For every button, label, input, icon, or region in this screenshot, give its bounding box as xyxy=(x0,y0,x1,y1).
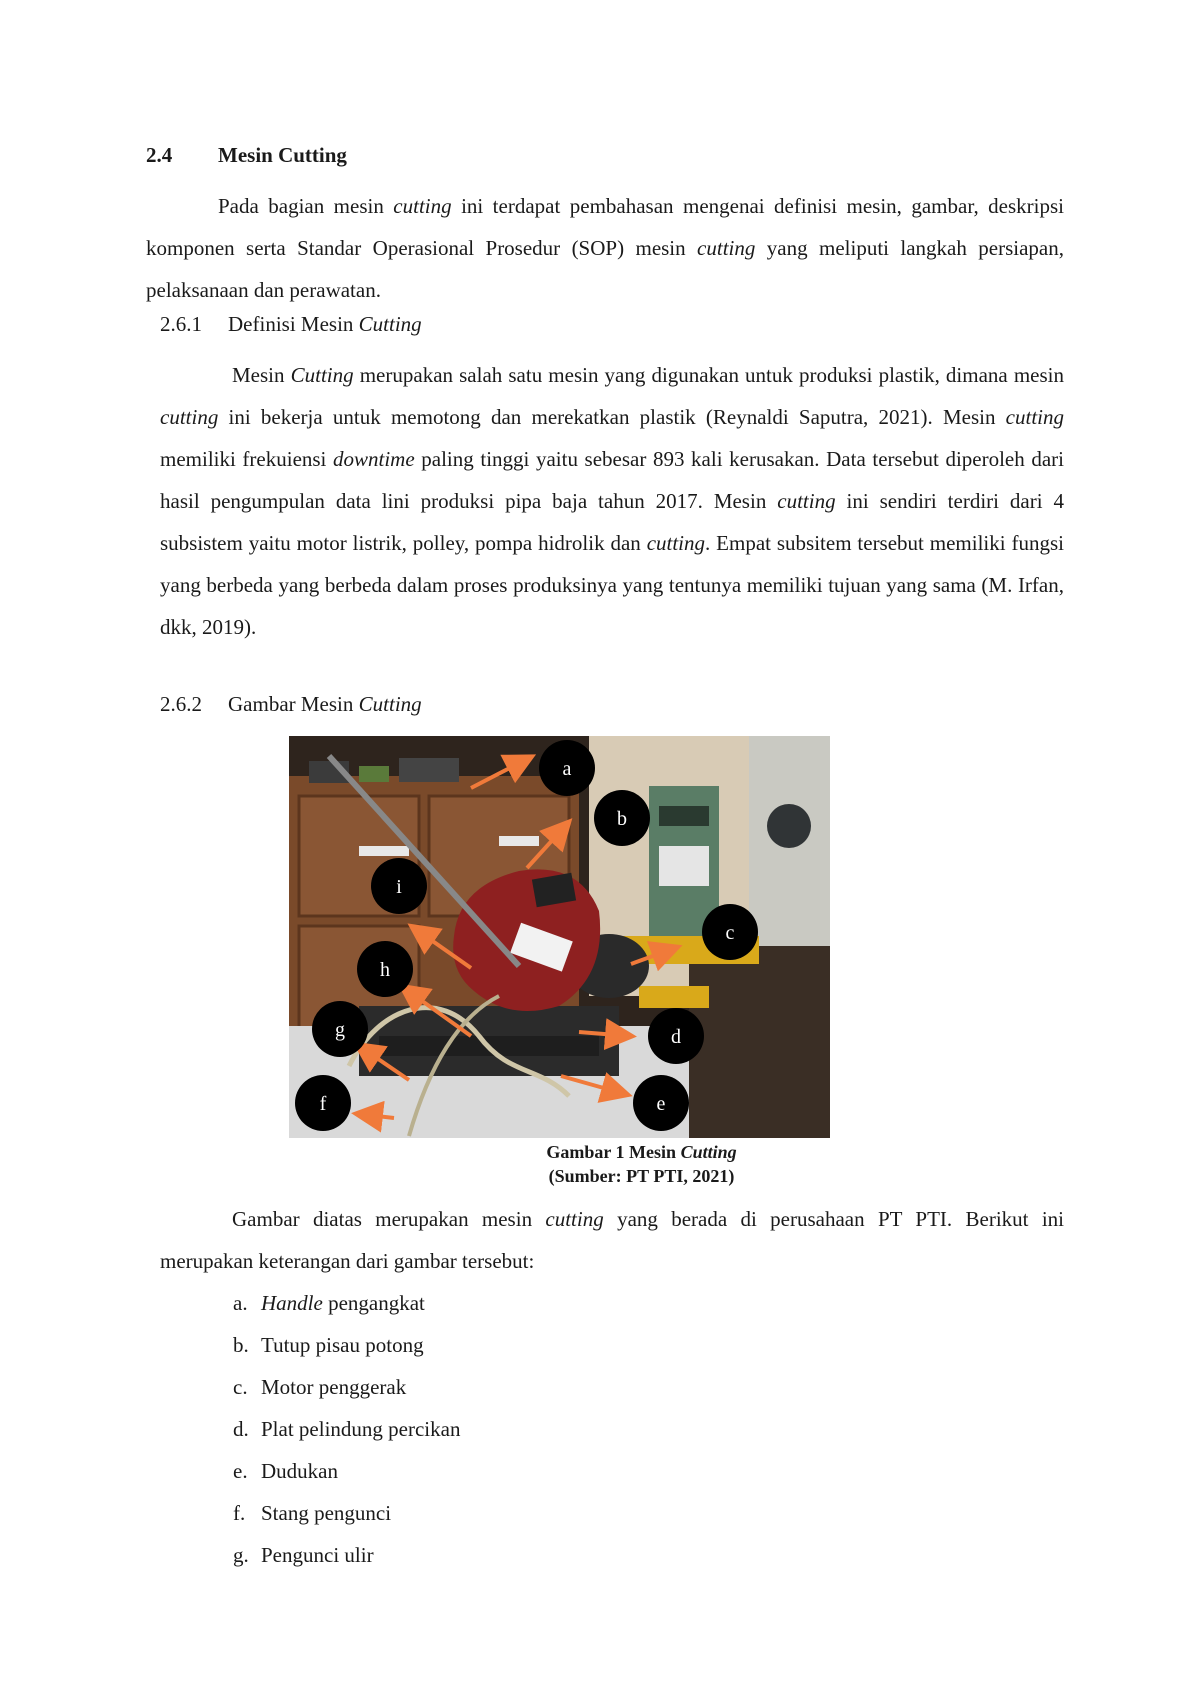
section-title: Mesin Cutting xyxy=(218,143,347,167)
label-d xyxy=(648,1008,704,1064)
component-legend-list xyxy=(233,1282,460,1576)
list-item xyxy=(233,1408,460,1450)
def-text-7: . Empat subsitem tersebut memiliki fungsi yang berbeda yang berbeda dalam proses produksinya yang tentunya memiliki tujuan yang sama (M. Irfan, dkk, 2019). xyxy=(160,531,1064,639)
def-italic-2: cutting xyxy=(160,405,219,429)
def-italic-3: cutting xyxy=(1005,405,1064,429)
def-text-4: memiliki frekuiensi xyxy=(160,447,333,471)
intro-text-2: ini terdapat pembahasan mengenai definisi mesin, gambar, deskripsi komponen serta Standar Operasional Prosedur (SOP) mesin xyxy=(146,194,1064,260)
list-item xyxy=(233,1534,460,1576)
list-item-text: Dudukan xyxy=(261,1459,338,1483)
list-item-text: Plat pelindung percikan xyxy=(261,1417,461,1441)
label-c xyxy=(702,904,758,960)
list-item-italic: Handle xyxy=(261,1291,323,1315)
intro-text-1: Pada bagian mesin xyxy=(218,194,394,218)
label-g xyxy=(312,1001,368,1057)
label-e xyxy=(633,1075,689,1131)
list-item xyxy=(233,1282,460,1324)
label-g-text: g xyxy=(335,1019,345,1041)
def-italic-1: Cutting xyxy=(290,363,354,387)
label-i-text: i xyxy=(396,876,402,898)
label-i xyxy=(371,858,427,914)
list-marker: c. xyxy=(233,1375,248,1399)
machine-photo xyxy=(289,736,830,1138)
def-text-6: ini sendiri terdiri dari 4 subsistem yaitu motor listrik, polley, pompa hidrolik dan xyxy=(160,489,1064,555)
label-b xyxy=(594,790,650,846)
label-c-text: c xyxy=(725,922,735,944)
definition-paragraph xyxy=(160,354,1064,648)
intro-paragraph xyxy=(146,185,1064,311)
def-text-5: paling tinggi yaitu sebesar 893 kali kerusakan. Data tersebut diperoleh dari hasil pengumpulan data lini produksi pipa baja tahun 2017. Mesin xyxy=(160,447,1064,513)
list-item xyxy=(233,1366,460,1408)
label-a-text: a xyxy=(562,758,572,780)
list-item-text: Motor penggerak xyxy=(261,1375,407,1399)
caption-text: Gambar 1 Mesin xyxy=(546,1142,681,1162)
label-e-text: e xyxy=(656,1093,666,1115)
intro-text-3: yang meliputi langkah persiapan, pelaksanaan dan perawatan. xyxy=(146,236,1064,302)
list-item-text: Stang pengunci xyxy=(261,1501,392,1525)
subsection-number: 2.6.2 xyxy=(160,692,202,716)
caption-italic: Cutting xyxy=(680,1142,737,1162)
def-text-1: Mesin xyxy=(232,363,291,387)
section-heading xyxy=(146,143,347,168)
label-f xyxy=(295,1075,351,1131)
list-marker: e. xyxy=(233,1459,248,1483)
def-text-3: ini bekerja untuk memotong dan merekatkan plastik (Reynaldi Saputra, 2021). Mesin xyxy=(218,405,1006,429)
label-h-text: h xyxy=(380,959,390,981)
list-item-text: Tutup pisau potong xyxy=(261,1333,424,1357)
label-d-text: d xyxy=(671,1026,681,1048)
subsection-title: Definisi Mesin xyxy=(228,312,359,336)
caption-line-1 xyxy=(289,1140,994,1164)
list-marker: b. xyxy=(233,1333,249,1357)
label-h xyxy=(357,941,413,997)
list-item xyxy=(233,1492,460,1534)
list-marker: g. xyxy=(233,1543,249,1567)
intro-italic-1: cutting xyxy=(393,194,452,218)
def-text-2: merupakan salah satu mesin yang digunakan untuk produksi plastik, dimana mesin xyxy=(353,363,1065,387)
after-italic-1: cutting xyxy=(545,1207,604,1231)
list-item-text: Pengunci ulir xyxy=(261,1543,374,1567)
caption-line-2: (Sumber: PT PTI, 2021) xyxy=(548,1166,735,1186)
intro-italic-2: cutting xyxy=(697,236,756,260)
subsection-heading-gambar xyxy=(160,692,422,717)
list-item xyxy=(233,1324,460,1366)
after-text-1: Gambar diatas merupakan mesin xyxy=(232,1207,546,1231)
subsection-number: 2.6.1 xyxy=(160,312,202,336)
list-item xyxy=(233,1450,460,1492)
after-text-2: yang berada di perusahaan PT PTI. Berikut ini merupakan keterangan dari gambar tersebut: xyxy=(160,1207,1064,1273)
subsection-heading-definisi xyxy=(160,312,422,337)
label-a xyxy=(539,740,595,796)
subsection-title: Gambar Mesin xyxy=(228,692,359,716)
section-number: 2.4 xyxy=(146,143,173,167)
list-marker: f. xyxy=(233,1501,246,1525)
label-b-text: b xyxy=(617,808,627,830)
figure-description-paragraph xyxy=(160,1198,1064,1282)
subsection-title-italic: Cutting xyxy=(358,312,422,336)
def-italic-5: cutting xyxy=(777,489,836,513)
subsection-title-italic: Cutting xyxy=(358,692,422,716)
def-italic-4: downtime xyxy=(333,447,415,471)
def-italic-6: cutting xyxy=(646,531,706,555)
list-marker: a. xyxy=(233,1291,248,1315)
machine-illustration xyxy=(289,736,830,1138)
list-item-text: pengangkat xyxy=(322,1291,425,1315)
figure-caption xyxy=(289,1140,994,1188)
list-marker: d. xyxy=(233,1417,249,1441)
label-f-text: f xyxy=(319,1093,327,1115)
